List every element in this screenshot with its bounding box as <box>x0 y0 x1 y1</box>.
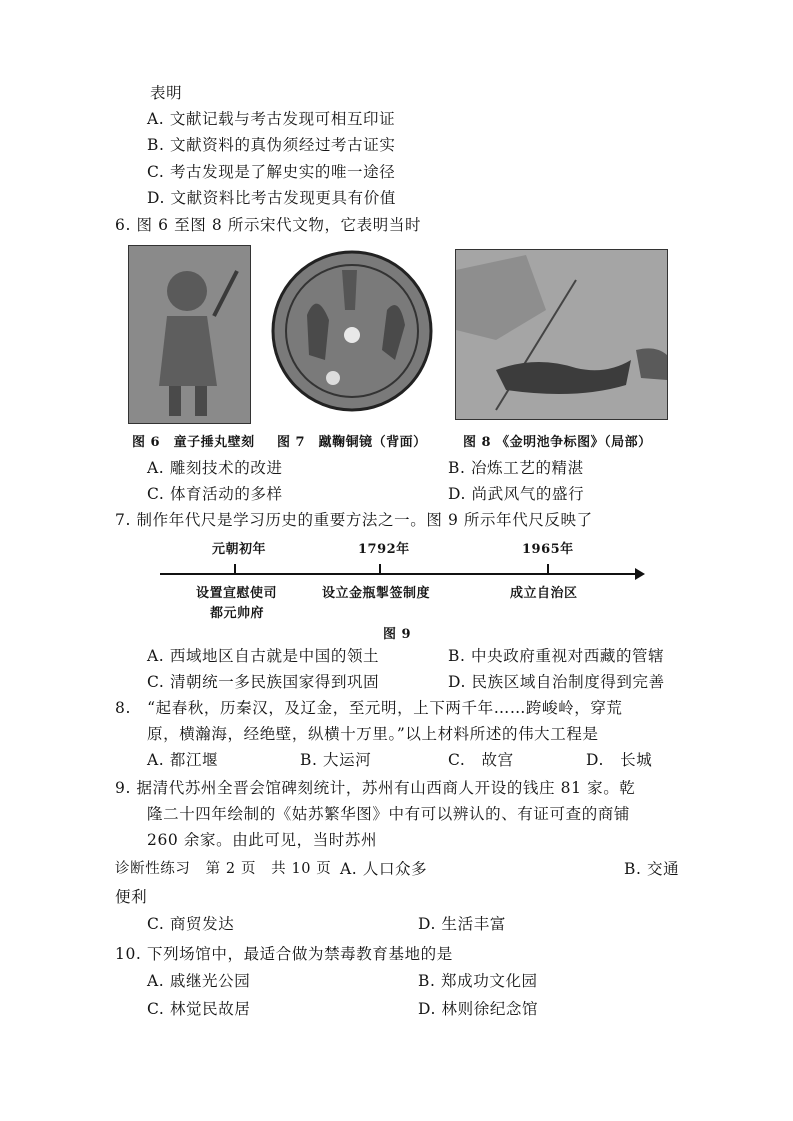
q8-option-b: B. 大运河 <box>300 751 372 769</box>
timeline-event-3: 成立自治区 <box>510 586 578 601</box>
figure-6-caption: 图 6 童子捶丸壁刻 <box>132 435 255 450</box>
figure-7-caption: 图 7 蹴鞠铜镜（背面） <box>277 435 427 450</box>
q9-line-3: 260 余家。由此可见，当时苏州 <box>147 831 378 849</box>
timeline-year-3: 1965年 <box>522 542 574 557</box>
q10-option-c: C. 林觉民故居 <box>147 1000 251 1018</box>
q10-option-b: B. 郑成功文化园 <box>418 972 538 990</box>
q8-option-c: C. 故宫 <box>448 751 514 769</box>
q9-option-a: A. 人口众多 <box>340 860 428 878</box>
q5-option-a: A. 文献记载与考古发现可相互印证 <box>147 110 396 128</box>
q6-option-a: A. 雕刻技术的改进 <box>147 459 283 477</box>
timeline-event-1-line2: 都元帅府 <box>210 606 265 621</box>
q10-option-d: D. 林则徐纪念馆 <box>418 1000 539 1018</box>
figure-8-caption: 图 8 《金明池争标图》（局部） <box>463 435 652 450</box>
q9-option-b-continued: 便利 <box>115 888 148 906</box>
q5-option-d: D. 文献资料比考古发现更具有价值 <box>147 189 396 207</box>
q8-line-2: 原，横瀚海，经绝壁，纵横十万里。”以上材料所述的伟大工程是 <box>147 725 599 743</box>
q9-option-c: C. 商贸发达 <box>147 915 235 933</box>
q9-option-d: D. 生活丰富 <box>418 915 506 933</box>
q6-stem: 6. 图 6 至图 8 所示宋代文物，它表明当时 <box>115 216 422 234</box>
q7-option-b: B. 中央政府重视对西藏的管辖 <box>448 647 665 665</box>
q8-line-1: 8. “起春秋，历秦汉，及辽金，至元明，上下两千年……跨峻岭，穿荒 <box>115 699 623 717</box>
timeline-event-2: 设立金瓶掣签制度 <box>322 586 431 601</box>
figure-9-label: 图 9 <box>383 627 412 642</box>
timeline-year-2: 1792年 <box>358 542 410 557</box>
timeline-year-1: 元朝初年 <box>212 542 267 557</box>
figure-7-bronze-mirror <box>267 250 437 412</box>
q8-option-a: A. 都江堰 <box>147 751 219 769</box>
figure-8-jinming-pool-painting <box>455 249 668 420</box>
q7-option-a: A. 西域地区自古就是中国的领土 <box>147 647 380 665</box>
page-footer: 诊断性练习 第 2 页 共 10 页 <box>115 861 332 877</box>
q5-option-c: C. 考古发现是了解史实的唯一途径 <box>147 163 396 181</box>
q6-option-d: D. 尚武风气的盛行 <box>448 485 585 503</box>
q7-option-d: D. 民族区域自治制度得到完善 <box>448 673 665 691</box>
q5-option-b: B. 文献资料的真伪须经过考古证实 <box>147 136 396 154</box>
q9-line-2: 隆二十四年绘制的《姑苏繁华图》中有可以辨认的、有证可查的商铺 <box>147 805 631 823</box>
q6-option-b: B. 冶炼工艺的精湛 <box>448 459 584 477</box>
q9-option-b: B. 交通 <box>624 860 680 878</box>
q5-continuation: 表明 <box>150 84 183 102</box>
timeline-event-1-line1: 设置宣慰使司 <box>196 586 278 601</box>
q7-option-c: C. 清朝统一多民族国家得到巩固 <box>147 673 380 691</box>
q9-line-1: 9. 据清代苏州全晋会馆碑刻统计，苏州有山西商人开设的钱庄 81 家。乾 <box>115 779 636 797</box>
q7-stem: 7. 制作年代尺是学习历史的重要方法之一。图 9 所示年代尺反映了 <box>115 511 593 529</box>
q10-stem: 10. 下列场馆中，最适合做为禁毒教育基地的是 <box>115 945 453 963</box>
figure-6-stone-carving <box>128 245 251 424</box>
q10-option-a: A. 戚继光公园 <box>147 972 251 990</box>
q8-option-d: D. 长城 <box>586 751 653 769</box>
q6-option-c: C. 体育活动的多样 <box>147 485 283 503</box>
